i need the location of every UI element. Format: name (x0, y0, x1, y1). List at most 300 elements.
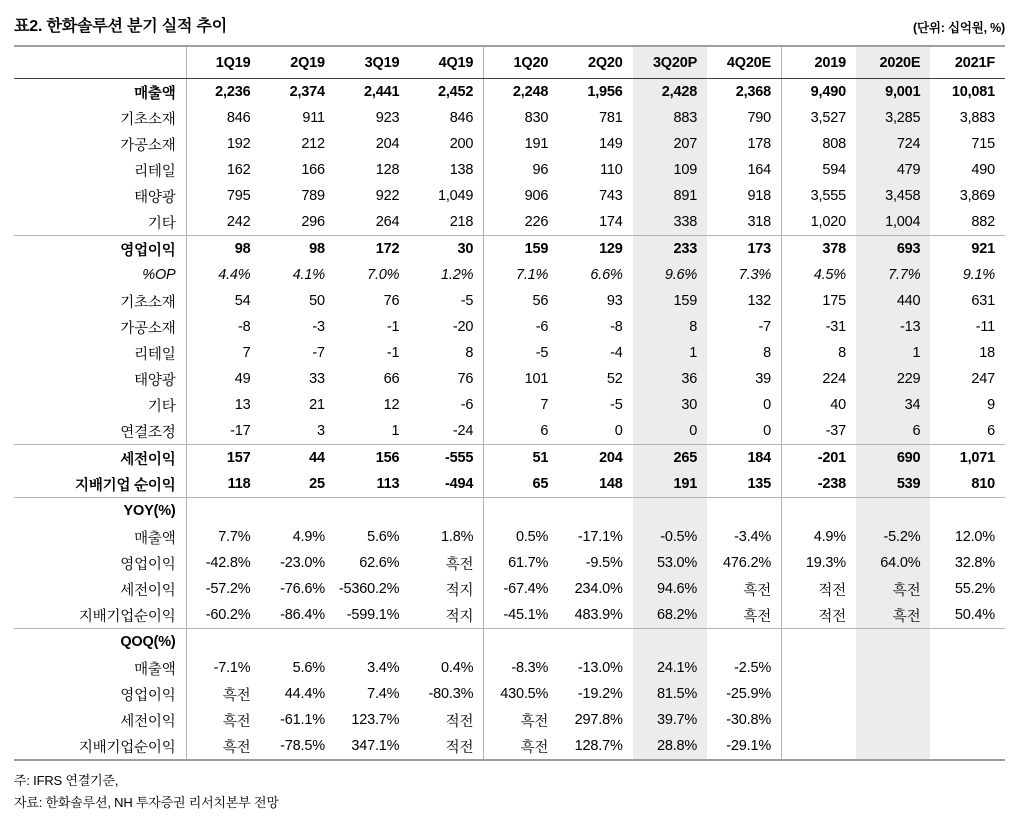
cell: 68.2% (633, 602, 707, 629)
cell: -1 (386, 345, 400, 361)
cell: 6 (987, 423, 995, 439)
cell: 162 (226, 162, 251, 178)
row-label: 매출액 (14, 79, 186, 106)
cell: 918 (707, 183, 781, 209)
table-row (14, 445, 1005, 472)
row-label: 매출액 (14, 655, 186, 681)
cell: 846 (409, 105, 483, 131)
row-label: 가공소재 (14, 131, 186, 157)
cell: 178 (707, 131, 781, 157)
table-body (14, 79, 1005, 761)
cell: 76 (409, 366, 483, 392)
cell: 12.0% (954, 529, 995, 545)
cell: 224 (822, 371, 846, 387)
cell: 173 (707, 236, 781, 263)
cell: 7.7% (218, 529, 251, 545)
table-row (14, 655, 1005, 681)
cell (930, 629, 1005, 656)
cell: 적전 (409, 733, 483, 760)
cell: 62.6% (359, 555, 400, 571)
cell: -78.5% (280, 738, 325, 754)
cell: 61.7% (508, 555, 549, 571)
cell: 98 (186, 236, 260, 263)
cell: 891 (633, 183, 707, 209)
cell: -8 (237, 319, 251, 335)
cell (782, 733, 856, 760)
cell: -7 (312, 345, 325, 361)
table-row (14, 550, 1005, 576)
cell: 6 (540, 423, 549, 439)
cell (335, 629, 409, 656)
cell: 1,071 (930, 445, 1005, 472)
cell (707, 629, 781, 656)
table-row (14, 157, 1005, 183)
cell: 52 (606, 371, 623, 387)
cell: 113 (376, 476, 400, 492)
cell: 9,490 (810, 84, 846, 100)
cell: -494 (409, 471, 483, 498)
cell: 39.7% (633, 707, 707, 733)
cell: 5.6% (292, 660, 325, 676)
cell: 21 (309, 397, 325, 413)
cell: -13.0% (577, 660, 623, 676)
cell: 9.6% (633, 262, 707, 288)
cell: 789 (301, 188, 325, 204)
cell: 204 (375, 136, 400, 152)
cell: -5360.2% (338, 581, 400, 597)
cell: -37 (825, 423, 846, 439)
cell: 204 (558, 445, 632, 472)
cell: 347.1% (351, 738, 400, 754)
cell: 76 (383, 293, 400, 309)
cell (707, 498, 781, 525)
cell: -201 (782, 445, 856, 472)
cell: 781 (599, 110, 623, 126)
row-label: 지배기업순이익 (14, 602, 186, 629)
cell: 265 (633, 445, 707, 472)
cell: 172 (335, 236, 409, 263)
cell: 81.5% (633, 681, 707, 707)
cell: 33 (309, 371, 325, 387)
table-row (14, 105, 1005, 131)
cell: 539 (856, 471, 930, 498)
cell: 7.1% (515, 267, 549, 283)
cell: 흑전 (222, 687, 251, 704)
cell (930, 498, 1005, 525)
cell: 2,452 (409, 79, 483, 106)
table-row (14, 733, 1005, 760)
cell: 911 (302, 110, 325, 126)
cell: 0 (707, 418, 781, 445)
table-row (14, 131, 1005, 157)
column-header: 2020E (856, 46, 930, 79)
cell (930, 655, 1005, 681)
cell: 430.5% (500, 686, 549, 702)
cell (260, 629, 334, 656)
cell: 1 (391, 423, 400, 439)
cell: -42.8% (205, 555, 251, 571)
cell (930, 681, 1005, 707)
cell: 7.7% (856, 262, 930, 288)
cell: 0 (707, 392, 781, 418)
cell: -11 (975, 319, 995, 335)
cell: -13 (856, 314, 930, 340)
cell: 8 (409, 340, 483, 366)
cell: 4.4% (218, 267, 251, 283)
row-label: %OP (14, 262, 186, 288)
cell: -19.2% (577, 686, 623, 702)
cell: 226 (524, 214, 549, 230)
cell: 66 (383, 371, 400, 387)
cell: 50.4% (954, 607, 995, 623)
cell: 159 (484, 236, 558, 263)
cell: 4.5% (813, 267, 846, 283)
cell: 0 (633, 418, 707, 445)
cell: 흑전 (856, 602, 930, 629)
row-label: 영업이익 (14, 550, 186, 576)
cell: 4.9% (813, 529, 846, 545)
cell: 247 (971, 371, 995, 387)
cell (856, 629, 930, 656)
cell: 98 (260, 236, 334, 263)
cell: 13 (234, 397, 251, 413)
cell: -5 (409, 288, 483, 314)
table-row (14, 498, 1005, 525)
cell: 6.6% (590, 267, 623, 283)
column-header: 2Q19 (260, 46, 334, 79)
cell: 1.8% (409, 524, 483, 550)
cell: 149 (599, 136, 623, 152)
cell: 808 (822, 136, 846, 152)
cell: 55.2% (954, 581, 995, 597)
cell: 156 (335, 445, 409, 472)
cell: 242 (226, 214, 251, 230)
cell: -7.1% (213, 660, 251, 676)
cell: -67.4% (503, 581, 549, 597)
table-row (14, 471, 1005, 498)
cell: 9,001 (856, 79, 930, 106)
table-row (14, 392, 1005, 418)
cell: 483.9% (574, 607, 623, 623)
unit-note: (단위: 십억원, %) (913, 21, 1005, 35)
cell (856, 733, 930, 760)
cell: 9.1% (962, 267, 995, 283)
cell: 166 (301, 162, 325, 178)
header-row (14, 46, 1005, 79)
cell: 44 (260, 445, 334, 472)
cell: -1 (386, 319, 400, 335)
cell: 1,049 (409, 183, 483, 209)
cell: 40 (830, 397, 846, 413)
cell: 7 (540, 397, 549, 413)
cell: 2,248 (512, 84, 549, 100)
cell: 229 (856, 366, 930, 392)
cell: -8 (610, 319, 623, 335)
cell: -23.0% (280, 555, 325, 571)
cell: 30 (409, 236, 483, 263)
cell: 7 (242, 345, 251, 361)
cell: 흑전 (222, 713, 251, 730)
cell: 6 (856, 418, 930, 445)
cell: -7 (707, 314, 781, 340)
row-label: 리테일 (14, 157, 186, 183)
cell: -3 (312, 319, 325, 335)
cell: 0.5% (515, 529, 549, 545)
column-header: 3Q19 (335, 46, 409, 79)
cell: 3,869 (959, 188, 995, 204)
cell: -8.3% (511, 660, 549, 676)
cell: 101 (524, 371, 549, 387)
table-row (14, 314, 1005, 340)
cell: 흑전 (707, 602, 781, 629)
cell: 적지 (409, 602, 483, 629)
cell: 64.0% (856, 550, 930, 576)
cell: 36 (633, 366, 707, 392)
table-row (14, 524, 1005, 550)
corner-cell (14, 46, 186, 79)
column-header: 1Q20 (484, 46, 558, 79)
cell (335, 498, 409, 525)
cell: 0.4% (409, 655, 483, 681)
row-label: 기타 (14, 209, 186, 236)
cell: 110 (600, 162, 623, 178)
column-header: 2019 (782, 46, 856, 79)
cell: 9 (987, 397, 995, 413)
cell: 218 (409, 209, 483, 236)
row-label: 기타 (14, 392, 186, 418)
cell: 810 (971, 476, 995, 492)
cell: 12 (383, 397, 400, 413)
cell: -30.8% (707, 707, 781, 733)
footnotes (14, 770, 1005, 814)
cell: 724 (856, 131, 930, 157)
cell: 184 (707, 445, 781, 472)
table-row (14, 288, 1005, 314)
cell: -29.1% (707, 733, 781, 760)
cell: 129 (558, 236, 632, 263)
cell: 50 (309, 293, 325, 309)
cell: -57.2% (205, 581, 251, 597)
row-label: QOQ(%) (14, 629, 186, 656)
table-row (14, 418, 1005, 445)
cell: 19.3% (805, 555, 846, 571)
cell: -599.1% (346, 607, 400, 623)
table-row (14, 366, 1005, 392)
cell: 594 (822, 162, 846, 178)
cell: 7.4% (367, 686, 400, 702)
cell: 3,527 (810, 110, 846, 126)
cell: 693 (856, 236, 930, 263)
cell: 32.8% (954, 555, 995, 571)
cell: 296 (301, 214, 325, 230)
cell: 적전 (818, 608, 846, 625)
cell: -6 (409, 392, 483, 418)
cell: -80.3% (409, 681, 483, 707)
cell: 흑전 (520, 739, 549, 756)
row-label: 세전이익 (14, 576, 186, 602)
cell: -24 (409, 418, 483, 445)
cell (856, 498, 930, 525)
cell: 3.4% (367, 660, 400, 676)
row-label: 지배기업순이익 (14, 733, 186, 760)
table-title-row (14, 8, 1005, 36)
cell: 138 (409, 157, 483, 183)
cell: 10,081 (951, 84, 995, 100)
cell: 8 (838, 345, 846, 361)
row-label: 가공소재 (14, 314, 186, 340)
cell: 적전 (409, 707, 483, 733)
cell: 93 (606, 293, 623, 309)
table-row (14, 79, 1005, 106)
cell: 233 (633, 236, 707, 263)
cell (782, 629, 856, 656)
cell: -5 (610, 397, 623, 413)
cell: 7.0% (367, 267, 400, 283)
cell (930, 733, 1005, 760)
cell: 94.6% (633, 576, 707, 602)
cell: 490 (971, 162, 995, 178)
cell (930, 707, 1005, 733)
cell: 3,883 (959, 110, 995, 126)
cell: 882 (971, 214, 995, 230)
table-row (14, 707, 1005, 733)
cell: 3,285 (856, 105, 930, 131)
table-row (14, 183, 1005, 209)
cell: 923 (375, 110, 400, 126)
cell (484, 498, 558, 525)
row-label: 지배기업 순이익 (14, 471, 186, 498)
cell (409, 498, 483, 525)
cell: -31 (825, 319, 846, 335)
cell: 883 (633, 105, 707, 131)
cell: 479 (856, 157, 930, 183)
cell: -60.2% (205, 607, 251, 623)
cell: 적전 (818, 582, 846, 599)
cell: 264 (375, 214, 400, 230)
cell (260, 498, 334, 525)
cell: -3.4% (707, 524, 781, 550)
cell: 846 (226, 110, 251, 126)
cell (186, 498, 260, 525)
footnote-basis: 주: IFRS 연결기준, (14, 773, 119, 788)
cell: 18 (979, 345, 995, 361)
cell: 378 (782, 236, 856, 263)
cell: 적지 (409, 576, 483, 602)
cell: 39 (707, 366, 781, 392)
cell: -20 (409, 314, 483, 340)
cell: 49 (234, 371, 251, 387)
cell: -5.2% (856, 524, 930, 550)
cell: 흑전 (856, 576, 930, 602)
cell: 1 (633, 340, 707, 366)
row-label: 태양광 (14, 183, 186, 209)
table-row (14, 209, 1005, 236)
cell: 4.1% (292, 267, 325, 283)
cell: 128.7% (574, 738, 623, 754)
cell: 109 (633, 157, 707, 183)
cell: 790 (707, 105, 781, 131)
table-title: 표2. 한화솔루션 분기 실적 추이 (14, 18, 227, 35)
row-label: 매출액 (14, 524, 186, 550)
cell: 51 (484, 445, 558, 472)
cell: 96 (532, 162, 549, 178)
cell: 191 (524, 136, 549, 152)
cell: 53.0% (633, 550, 707, 576)
cell: 128 (375, 162, 400, 178)
cell (856, 707, 930, 733)
row-label: 기초소재 (14, 105, 186, 131)
row-label: YOY(%) (14, 498, 186, 525)
cell: 1 (856, 340, 930, 366)
cell: -86.4% (280, 607, 325, 623)
cell: 922 (375, 188, 400, 204)
cell: 5.6% (367, 529, 400, 545)
table-row (14, 681, 1005, 707)
cell: 흑전 (222, 739, 251, 756)
cell: 24.1% (633, 655, 707, 681)
cell (558, 629, 632, 656)
row-label: 영업이익 (14, 681, 186, 707)
cell: 30 (633, 392, 707, 418)
cell: 830 (524, 110, 549, 126)
cell: -61.1% (280, 712, 325, 728)
cell: 476.2% (707, 550, 781, 576)
cell (782, 655, 856, 681)
cell: 192 (226, 136, 251, 152)
cell: 8 (633, 314, 707, 340)
cell: 28.8% (633, 733, 707, 760)
column-header: 1Q19 (186, 46, 260, 79)
cell: 흑전 (409, 550, 483, 576)
cell: 743 (599, 188, 623, 204)
cell: -0.5% (633, 524, 707, 550)
cell: -5 (535, 345, 549, 361)
table-row (14, 340, 1005, 366)
cell: 2,374 (289, 84, 325, 100)
cell: -17 (230, 423, 251, 439)
cell: 3,555 (810, 188, 846, 204)
cell: 1.2% (409, 262, 483, 288)
cell: 159 (633, 288, 707, 314)
cell: -17.1% (577, 529, 623, 545)
cell (484, 629, 558, 656)
cell: 921 (930, 236, 1005, 263)
cell (558, 498, 632, 525)
cell: 2,368 (707, 79, 781, 106)
cell (633, 498, 707, 525)
cell: 0 (614, 423, 623, 439)
cell (782, 498, 856, 525)
cell: 123.7% (351, 712, 400, 728)
cell: 234.0% (574, 581, 623, 597)
column-header: 3Q20P (633, 46, 707, 79)
table-row (14, 629, 1005, 656)
cell: 338 (633, 209, 707, 236)
row-label: 연결조정 (14, 418, 186, 445)
cell: 1,004 (856, 209, 930, 236)
cell (856, 655, 930, 681)
cell: 65 (532, 476, 549, 492)
cell: 2,441 (364, 84, 400, 100)
row-label: 리테일 (14, 340, 186, 366)
cell: -6 (535, 319, 549, 335)
cell: 44.4% (284, 686, 325, 702)
row-label: 기초소재 (14, 288, 186, 314)
cell: -76.6% (280, 581, 325, 597)
cell: 440 (856, 288, 930, 314)
cell (856, 681, 930, 707)
cell: 118 (227, 476, 251, 492)
